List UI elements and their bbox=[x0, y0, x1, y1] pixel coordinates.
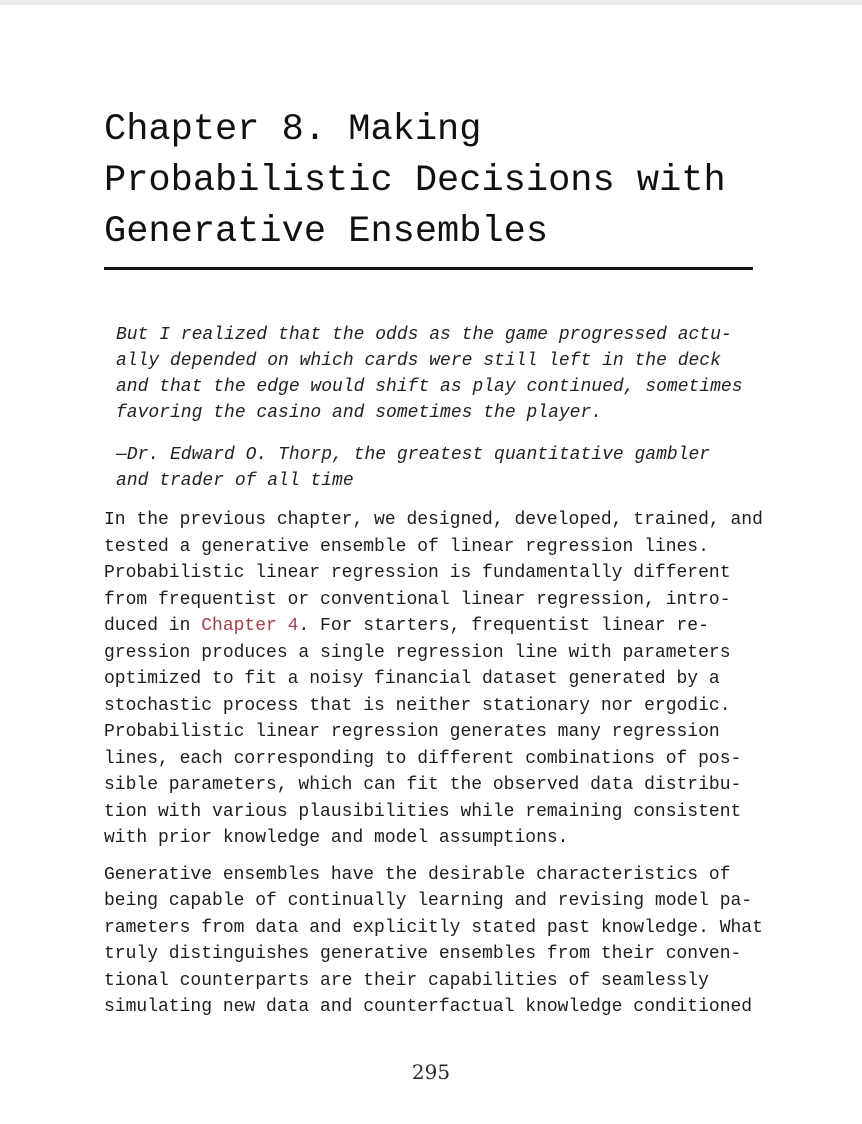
epigraph-attribution bbox=[116, 442, 772, 494]
text-line: tested a generative ensemble of linear regression lines. bbox=[104, 536, 709, 557]
epigraph-quote bbox=[116, 322, 772, 426]
text-line: In the previous chapter, we designed, developed, trained, and bbox=[104, 510, 763, 530]
text-line: with prior knowledge and model assumptions. bbox=[104, 828, 569, 848]
text-line: optimized to fit a noisy financial dataset generated by a bbox=[104, 669, 720, 689]
attribution-line: and trader of all time bbox=[116, 471, 354, 491]
title-rule bbox=[104, 267, 753, 270]
text-line: tion with various plausibilities while remaining consistent bbox=[104, 801, 742, 822]
link-line-after: . For starters, frequentist linear re- bbox=[298, 616, 709, 636]
chapter-4-link[interactable]: Chapter 4 bbox=[201, 616, 299, 636]
link-line-before: duced in bbox=[104, 616, 202, 636]
epigraph-line: But I realized that the odds as the game progressed actu- bbox=[116, 325, 732, 345]
page-number: 295 bbox=[411, 1060, 451, 1084]
text-line: Generative ensembles have the desirable characteristics of bbox=[104, 864, 731, 885]
chapter-title-line: Generative Ensembles bbox=[104, 211, 549, 253]
text-line: from frequentist or conventional linear regression, intro- bbox=[104, 589, 731, 610]
body-paragraph-2 bbox=[104, 862, 772, 1021]
text-line: rameters from data and explicitly stated past knowledge. What bbox=[104, 917, 763, 938]
text-line: lines, each corresponding to different combinations of pos- bbox=[104, 748, 742, 769]
text-line: Probabilistic linear regression is fundamentally different bbox=[104, 563, 731, 583]
text-line: Probabilistic linear regression generates many regression bbox=[104, 722, 720, 742]
attribution-line: —Dr. Edward O. Thorp, the greatest quantitative gambler bbox=[116, 445, 711, 465]
chapter-title-line: Probabilistic Decisions with bbox=[104, 160, 726, 202]
epigraph-line: and that the edge would shift as play continued, sometimes bbox=[116, 377, 743, 397]
epigraph-line: favoring the casino and sometimes the player. bbox=[116, 403, 603, 423]
text-line: gression produces a single regression line with parameters bbox=[104, 642, 731, 663]
page-content bbox=[0, 105, 862, 1021]
chapter-title bbox=[104, 105, 772, 258]
epigraph-line: ally depended on which cards were still left in the deck bbox=[116, 351, 721, 371]
text-line: tional counterparts are their capabilities of seamlessly bbox=[104, 970, 709, 991]
text-line: sible parameters, which can fit the observed data distribu- bbox=[104, 775, 742, 795]
text-line: simulating new data and counterfactual knowledge conditioned bbox=[104, 997, 753, 1017]
chapter-title-line: Chapter 8. Making bbox=[104, 109, 482, 151]
reader-top-bar bbox=[0, 0, 862, 5]
body-paragraph-1 bbox=[104, 507, 772, 852]
text-line: stochastic process that is neither stationary nor ergodic. bbox=[104, 695, 731, 716]
text-line: truly distinguishes generative ensembles from their conven- bbox=[104, 944, 742, 964]
text-line-with-link bbox=[104, 613, 772, 640]
text-line: being capable of continually learning and revising model pa- bbox=[104, 891, 753, 911]
